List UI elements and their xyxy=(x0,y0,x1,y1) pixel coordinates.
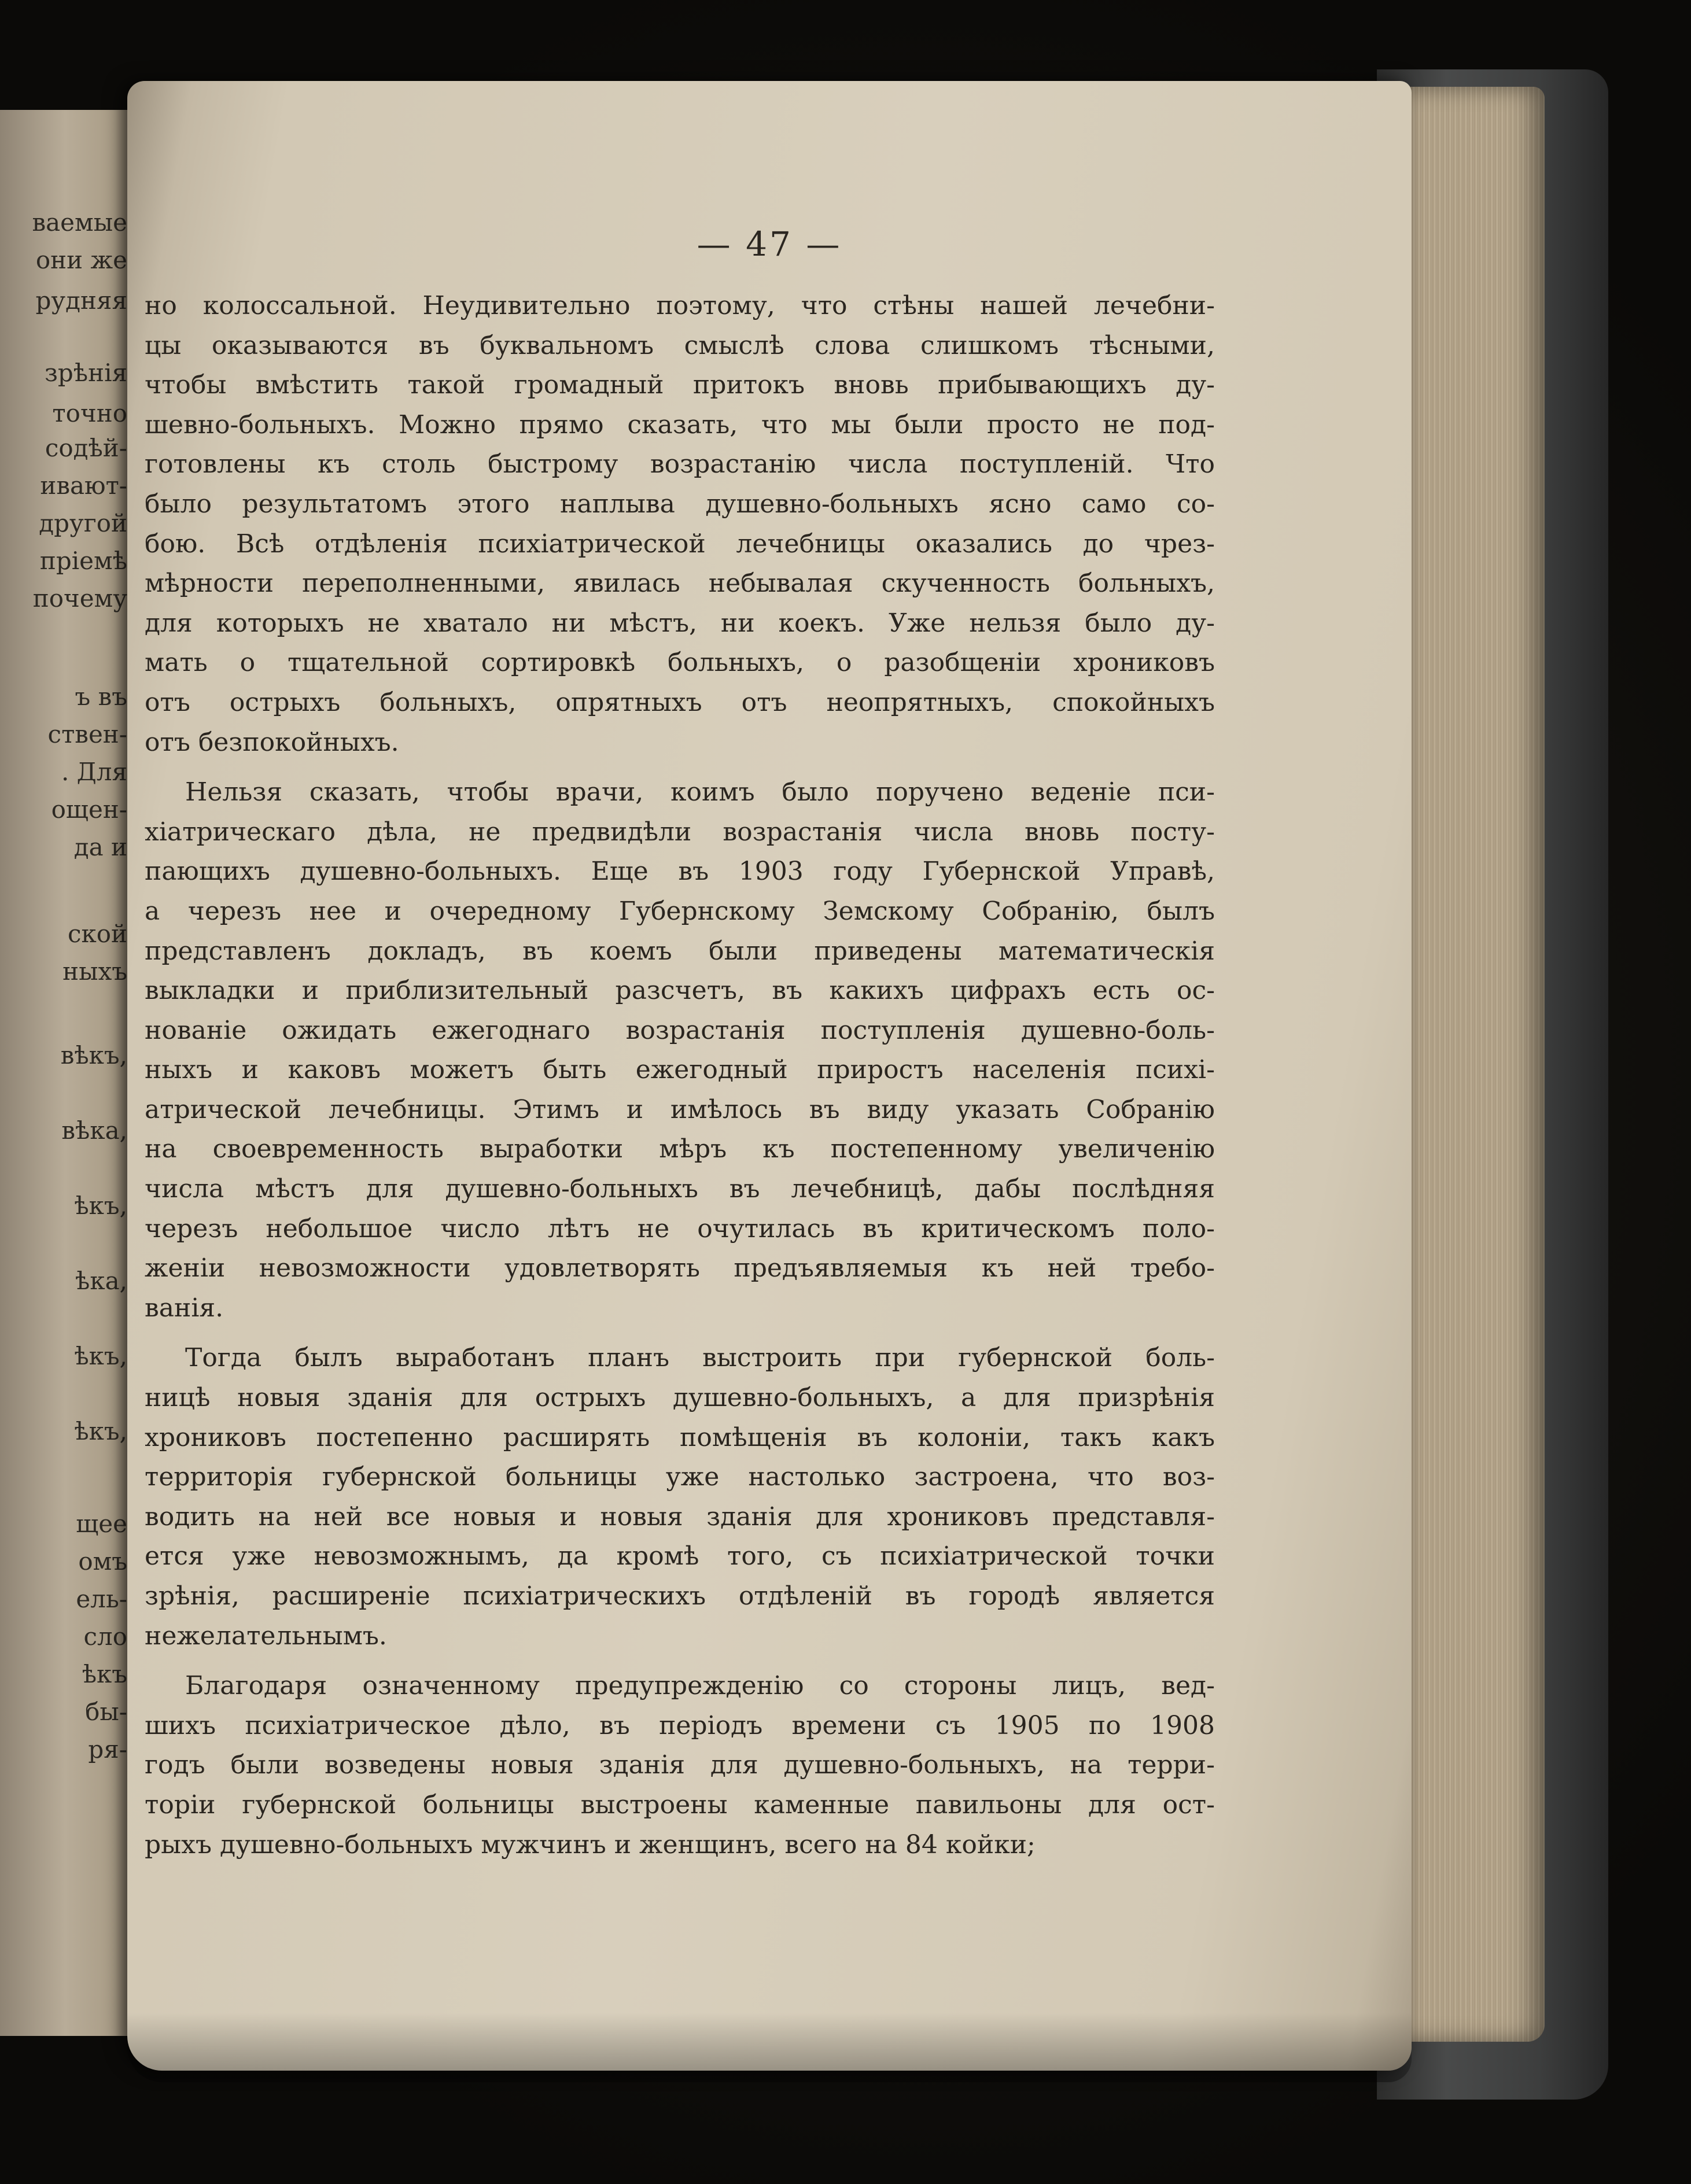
text-line: бою. Всѣ отдѣленія психіатрической лечебницы оказались до чрез- xyxy=(145,529,1215,559)
margin-fragment: ощен- xyxy=(51,795,127,824)
text-line: атрической лечебницы. Этимъ и имѣлось въ виду указать Собранію xyxy=(145,1094,1215,1124)
page-text xyxy=(145,286,1215,1865)
margin-fragment: щее xyxy=(76,1510,127,1538)
text-line: хрониковъ постепенно расширять помѣщенія въ колоніи, такъ какъ xyxy=(145,1422,1215,1452)
text-line: женіи невозможности удовлетворять предъявляемыя къ ней требо- xyxy=(145,1253,1215,1283)
margin-fragment: вѣка, xyxy=(61,1116,127,1145)
margin-fragment: содѣй- xyxy=(45,434,127,462)
page-block-edge xyxy=(1400,87,1545,2042)
margin-fragment: почему xyxy=(32,584,127,613)
margin-fragment: пріемѣ xyxy=(39,547,127,575)
text-line: нованіе ожидать ежегоднаго возрастанія поступленія душевно-боль- xyxy=(145,1015,1215,1045)
margin-fragment: ствен- xyxy=(47,720,127,748)
margin-fragment: ѣка, xyxy=(75,1267,127,1295)
text-line: годъ были возведены новыя зданія для душевно-больныхъ, на терри- xyxy=(145,1750,1215,1780)
text-line: отъ острыхъ больныхъ, опрятныхъ отъ неопрятныхъ, спокойныхъ xyxy=(145,687,1215,717)
text-line: цы оказываются въ буквальномъ смыслѣ слова слишкомъ тѣсными, xyxy=(145,330,1215,360)
text-line: было результатомъ этого наплыва душевно-больныхъ ясно само со- xyxy=(145,489,1215,519)
margin-fragment: ваемые xyxy=(32,208,127,237)
text-line: готовлены къ столь быстрому возрастанію числа поступленій. Что xyxy=(145,449,1215,479)
text-line: пающихъ душевно-больныхъ. Еще въ 1903 году Губернской Управѣ, xyxy=(145,857,1215,887)
margin-fragment: другой xyxy=(39,509,127,537)
margin-fragment: . Для xyxy=(61,758,127,786)
text-line: для которыхъ не хватало ни мѣстъ, ни коекъ. Уже нельзя было ду- xyxy=(145,608,1215,638)
text-line: Тогда былъ выработанъ планъ выстроить при губернской боль- xyxy=(185,1343,1215,1373)
text-line: мать о тщательной сортировкѣ больныхъ, о разобщеніи хрониковъ xyxy=(145,648,1215,678)
text-line: ется уже невозможнымъ, да кромѣ того, съ психіатрической точки xyxy=(145,1541,1215,1571)
margin-fragment: ѣкъ xyxy=(82,1660,127,1688)
margin-fragment: ъ въ xyxy=(75,682,127,711)
page-number: — 47 — xyxy=(697,224,842,264)
text-line: Благодаря означенному предупрежденію со стороны лицъ, вед- xyxy=(185,1671,1215,1701)
text-line: ныхъ и каковъ можетъ быть ежегодный приростъ населенія психі- xyxy=(145,1055,1215,1085)
margin-fragment: ивают- xyxy=(40,471,127,500)
margin-fragment: ѣкъ, xyxy=(74,1191,127,1220)
text-line: ванія. xyxy=(145,1293,224,1323)
paragraph-gap xyxy=(145,762,1215,773)
text-line: чтобы вмѣстить такой громадный притокъ вновь прибывающихъ ду- xyxy=(145,370,1215,400)
text-line: нежелательнымъ. xyxy=(145,1621,387,1651)
text-line: зрѣнія, расширеніе психіатрическихъ отдѣленій въ городѣ является xyxy=(145,1581,1215,1611)
margin-fragment: ѣкъ, xyxy=(74,1342,127,1370)
margin-fragment: омъ xyxy=(78,1547,127,1576)
margin-fragment: да и xyxy=(73,833,127,861)
previous-page-fragment xyxy=(0,110,145,2036)
text-line: отъ безпокойныхъ. xyxy=(145,727,399,757)
text-line: ницѣ новыя зданія для острыхъ душевно-больныхъ, а для призрѣнія xyxy=(145,1383,1215,1413)
text-line: шевно-больныхъ. Можно прямо сказать, что мы были просто не под- xyxy=(145,410,1215,440)
margin-fragment: бы- xyxy=(85,1698,127,1726)
margin-fragment: ныхъ xyxy=(62,957,127,986)
margin-fragment: сло xyxy=(83,1622,127,1651)
margin-fragment: ской xyxy=(67,920,127,948)
margin-fragment: они же xyxy=(35,246,127,274)
text-line: но колоссальной. Неудивительно поэтому, что стѣны нашей лечебни- xyxy=(145,291,1215,320)
text-line: рыхъ душевно-больныхъ мужчинъ и женщинъ, всего на 84 койки; xyxy=(145,1829,1036,1860)
margin-fragment: ѣкъ, xyxy=(74,1417,127,1445)
margin-fragment: вѣкъ, xyxy=(60,1041,127,1069)
text-line: представленъ докладъ, въ коемъ были приведены математическія xyxy=(145,936,1215,966)
text-line: выкладки и приблизительный разсчетъ, въ какихъ цифрахъ есть ос- xyxy=(145,976,1215,1006)
text-line: Нельзя сказать, чтобы врачи, коимъ было поручено веденіе пси- xyxy=(185,777,1215,807)
text-line: мѣрности переполненными, явилась небывалая скученность больныхъ, xyxy=(145,569,1215,599)
text-line: шихъ психіатрическое дѣло, въ періодъ времени съ 1905 по 1908 xyxy=(145,1710,1215,1740)
book-page xyxy=(127,81,1412,2071)
paragraph-gap xyxy=(145,1656,1215,1666)
text-line: хіатрическаго дѣла, не предвидѣли возрастанія числа вновь посту- xyxy=(145,817,1215,847)
text-line: числа мѣстъ для душевно-больныхъ въ лечебницѣ, дабы послѣдняя xyxy=(145,1174,1215,1204)
page-bottom-shadow xyxy=(127,2013,1412,2082)
text-line: территорія губернской больницы уже настолько застроена, что воз- xyxy=(145,1462,1215,1492)
text-line: на своевременность выработки мѣръ къ постепенному увеличенію xyxy=(145,1134,1215,1164)
text-line: торіи губернской больницы выстроены каменные павильоны для ост- xyxy=(145,1790,1215,1820)
margin-fragment: ель- xyxy=(76,1585,127,1613)
margin-fragment: рудняя xyxy=(35,286,127,315)
text-line: а черезъ нее и очередному Губернскому Земскому Собранію, былъ xyxy=(145,896,1215,926)
text-line: водить на ней все новыя и новыя зданія для хрониковъ представля- xyxy=(145,1502,1215,1532)
margin-fragment: точно xyxy=(52,399,127,427)
margin-fragment: ря- xyxy=(88,1735,127,1764)
text-line: черезъ небольшое число лѣтъ не очутилась въ критическомъ поло- xyxy=(145,1213,1215,1244)
paragraph-gap xyxy=(145,1328,1215,1338)
margin-fragment: зрѣнія xyxy=(44,359,127,387)
